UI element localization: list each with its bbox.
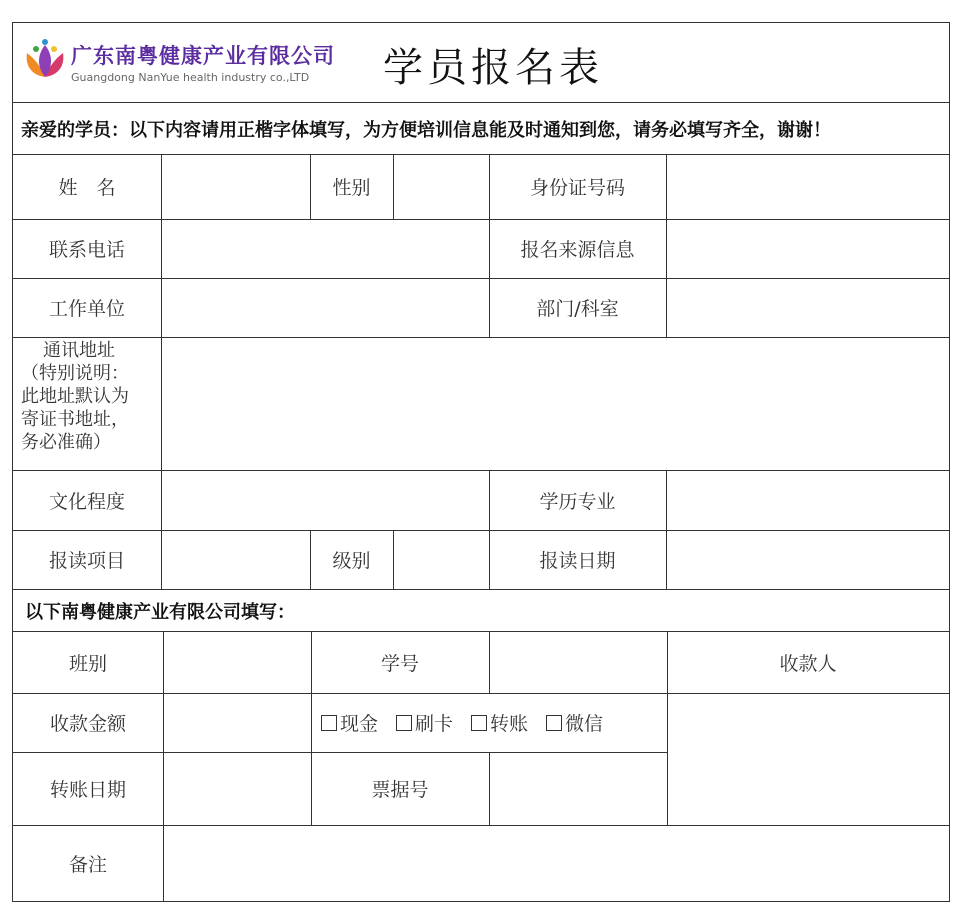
enroll-date-label: 报读日期	[539, 550, 616, 572]
company-name-english: Guangdong NanYue health industry co.,LTD	[71, 71, 310, 84]
payee-field[interactable]	[668, 694, 948, 824]
phone-label: 联系电话	[48, 239, 125, 261]
registration-form	[12, 22, 950, 902]
office-section-title: 以下南粤健康产业有限公司填写：	[25, 601, 295, 623]
payment-option-transfer[interactable]: 转账	[471, 709, 528, 736]
source-label: 报名来源信息	[520, 239, 635, 261]
remarks-label: 备注	[68, 853, 107, 876]
checkbox-icon[interactable]	[321, 715, 337, 731]
department-field[interactable]	[667, 279, 948, 336]
level-label: 级别	[332, 550, 371, 572]
id-number-label: 身份证号码	[529, 177, 625, 199]
id-number-field[interactable]	[667, 155, 948, 218]
receipt-number-field[interactable]	[490, 753, 666, 824]
checkbox-icon[interactable]	[396, 715, 412, 731]
checkbox-icon[interactable]	[471, 715, 487, 731]
source-field[interactable]	[667, 220, 948, 277]
payment-method-options	[311, 693, 677, 752]
education-label: 文化程度	[48, 490, 125, 513]
program-field[interactable]	[162, 531, 309, 588]
lotus-logo-icon	[21, 37, 69, 85]
remarks-field[interactable]	[164, 826, 948, 900]
name-field[interactable]	[162, 155, 309, 218]
student-number-label: 学号	[380, 652, 419, 675]
gender-label: 性别	[332, 177, 371, 199]
company-logo	[21, 37, 69, 85]
payment-option-wechat[interactable]: 微信	[546, 709, 603, 736]
checkbox-icon[interactable]	[546, 715, 562, 731]
company-name-cn: 广东南粤健康产业有限公司	[71, 44, 335, 68]
program-label: 报读项目	[48, 550, 125, 572]
amount-label: 收款金额	[49, 713, 126, 735]
name-label: 姓 名	[58, 177, 116, 199]
major-label: 学历专业	[539, 490, 616, 513]
transfer-date-label: 转账日期	[49, 779, 126, 801]
amount-field[interactable]	[164, 694, 310, 751]
address-field[interactable]	[162, 338, 948, 469]
payment-option-cash[interactable]: 现金	[321, 709, 378, 736]
level-field[interactable]	[394, 531, 488, 588]
payee-label: 收款人	[779, 652, 837, 675]
receipt-number-label: 票据号	[371, 779, 429, 801]
class-label: 班别	[68, 652, 107, 675]
company-name	[71, 40, 361, 66]
student-number-field[interactable]	[490, 632, 666, 692]
transfer-date-field[interactable]	[164, 753, 310, 824]
class-field[interactable]	[164, 632, 310, 692]
employer-field[interactable]	[162, 279, 488, 336]
employer-label: 工作单位	[48, 298, 125, 320]
form-title: 学员报名表	[383, 44, 603, 91]
payment-option-card[interactable]: 刷卡	[396, 709, 453, 736]
phone-field[interactable]	[162, 220, 488, 277]
department-label: 部门/科室	[536, 298, 619, 320]
major-field[interactable]	[667, 471, 948, 529]
address-label: 通讯地址 （特别说明： 此地址默认为 寄证书地址， 务必准确）	[21, 340, 129, 453]
education-field[interactable]	[162, 471, 488, 529]
notice-text: 亲爱的学员：以下内容请用正楷字体填写，为方便培训信息能及时通知到您，请务必填写齐全，谢谢！	[21, 119, 831, 141]
gender-field[interactable]	[394, 155, 488, 218]
enroll-date-field[interactable]	[667, 531, 948, 588]
